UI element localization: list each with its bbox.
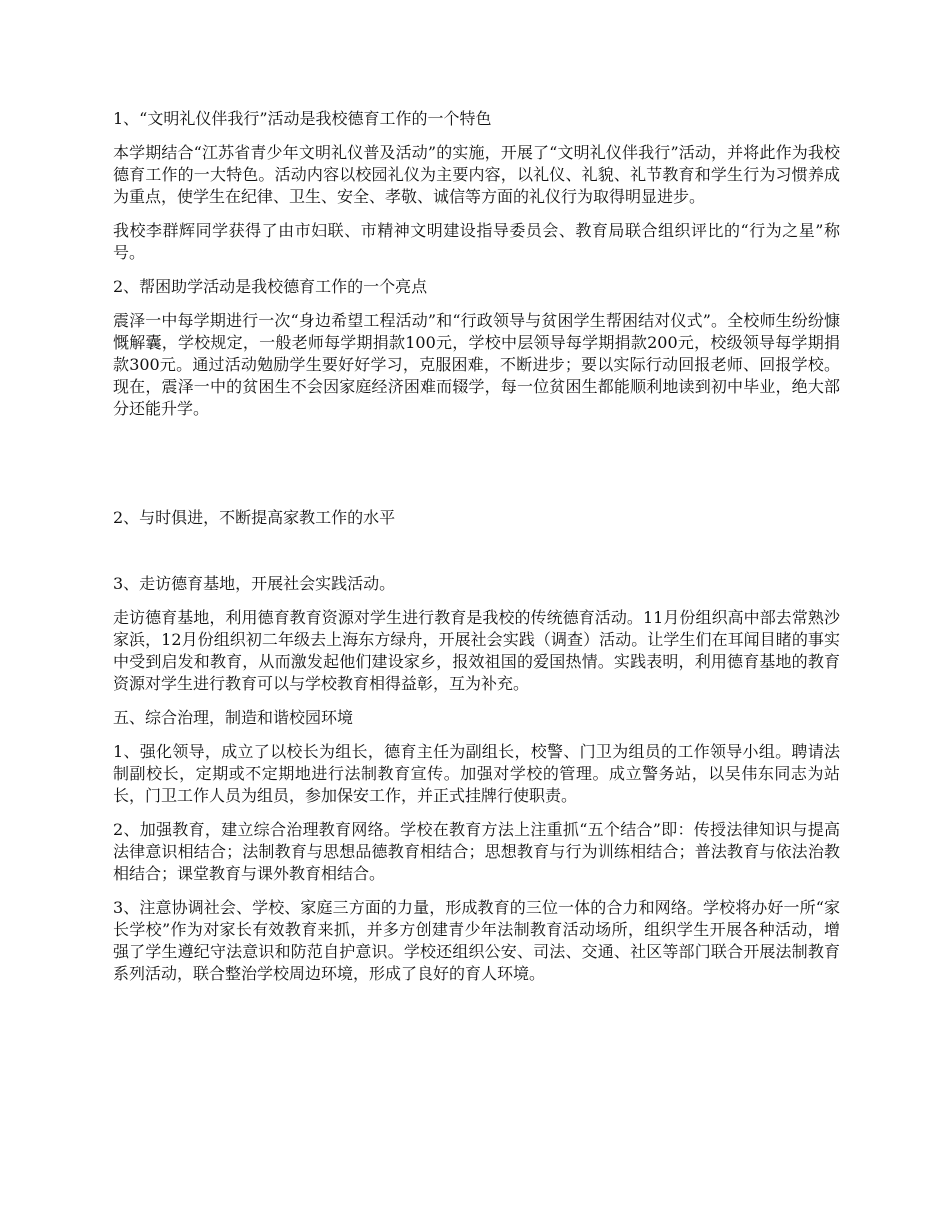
- section-heading-comprehensive-governance: 五、综合治理，制造和谐校园环境: [113, 708, 354, 727]
- blank-space: [113, 432, 840, 507]
- paragraph-base-visit: 走访德育基地，利用德育教育资源对学生进行教育是我校的传统德育活动。11月份组织高中部去常熟沙家浜，12月份组织初二年级去上海东方绿舟，开展社会实践（调查）活动。让学生们在耳闻目睹的事实中受到启发和教育，从而激发起他们建设家乡，报效祖国的爱国热情。实践表明，利用德育基地的教育资源对学生进行教育可以与学校教育相得益彰，互为补充。: [113, 608, 840, 693]
- blank-space: [113, 541, 840, 573]
- paragraph-star-award: 我校李群辉同学获得了由市妇联、市精神文明建设指导委员会、教育局联合组织评比的“行为之星”称号。: [113, 221, 840, 262]
- paragraph-coordination: 3、注意协调社会、学校、家庭三方面的力量，形成教育的三位一体的合力和网络。学校将办好一所“家长学校”作为对家长有效教育来抓，并多方创建青少年法制教育活动场所，组织学生开展各种活动，增强了学生遵纪守法意识和防范自护意识。学校还组织公安、司法、交通、社区等部门联合开展法制教育系列活动，联合整治学校周边环境，形成了良好的育人环境。: [113, 898, 840, 983]
- paragraph-education-network: 2、加强教育，建立综合治理教育网络。学校在教育方法上注重抓“五个结合”即：传授法律知识与提高法律意识相结合；法制教育与思想品德教育相结合；思想教育与行为训练相结合；普法教育与依法治教相结合；课堂教育与课外教育相结合。: [113, 820, 840, 883]
- section-heading-etiquette: 1、“文明礼仪伴我行”活动是我校德育工作的一个特色: [113, 109, 492, 128]
- section-heading-base-visit: 3、走访德育基地，开展社会实践活动。: [113, 574, 396, 593]
- document-page: [113, 108, 840, 997]
- paragraph-leadership: 1、强化领导，成立了以校长为组长，德育主任为副组长，校警、门卫为组员的工作领导小组。聘请法制副校长，定期或不定期地进行法制教育宣传。加强对学校的管理。成立警务站，以吴伟东同志为站长，门卫工作人员为组员，参加保安工作，并正式挂牌行使职责。: [113, 742, 840, 805]
- section-heading-family-education: 2、与时俱进，不断提高家教工作的水平: [113, 508, 396, 527]
- section-heading-poverty-aid: 2、帮困助学活动是我校德育工作的一个亮点: [113, 277, 428, 296]
- paragraph-etiquette-activity: 本学期结合“江苏省青少年文明礼仪普及活动”的实施，开展了“文明礼仪伴我行”活动，并将此作为我校德育工作的一大特色。活动内容以校园礼仪为主要内容，以礼仪、礼貌、礼节教育和学生行为习惯养成为重点，使学生在纪律、卫生、安全、孝敬、诚信等方面的礼仪行为取得明显进步。: [113, 143, 840, 206]
- paragraph-poverty-aid: 震泽一中每学期进行一次“身边希望工程活动”和“行政领导与贫困学生帮困结对仪式”。全校师生纷纷慷慨解囊，学校规定，一般老师每学期捐款100元，学校中层领导每学期捐款200元，校级领导每学期捐款300元。通过活动勉励学生要好好学习，克服困难，不断进步；要以实际行动回报老师、回报学校。现在，震泽一中的贫困生不会因家庭经济困难而辍学，每一位贫困生都能顺利地读到初中毕业，绝大部分还能升学。: [113, 311, 840, 418]
